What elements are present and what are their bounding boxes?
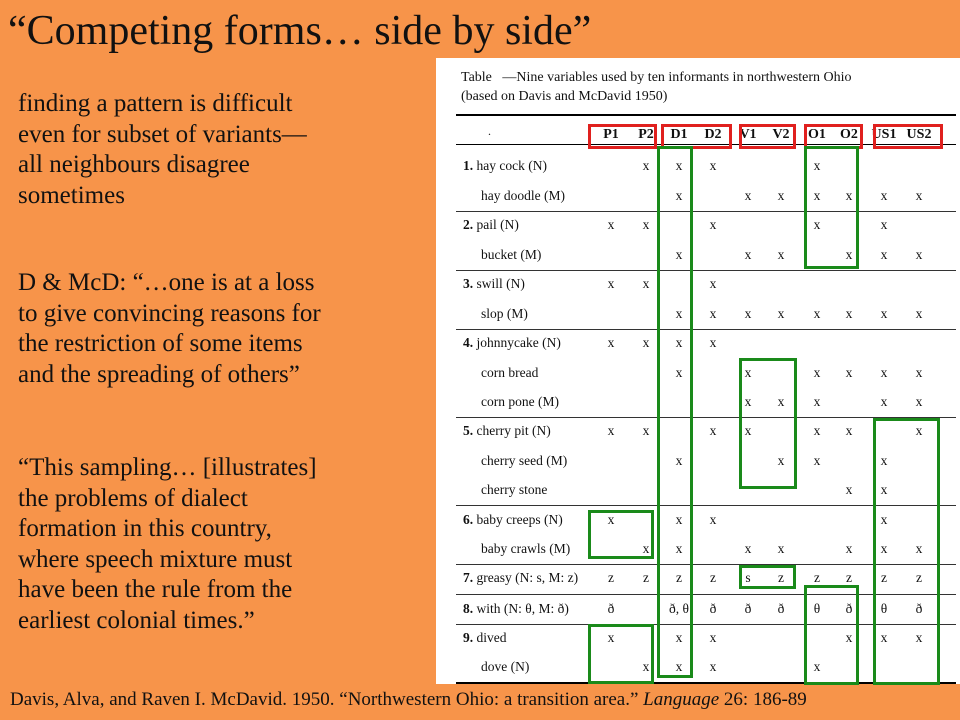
table-cell: x: [915, 306, 923, 321]
table-cell: x: [845, 482, 853, 497]
table-cell: ð: [915, 601, 923, 616]
table-cell: x: [777, 541, 785, 556]
table-cell: x: [813, 453, 821, 468]
table-cell: x: [675, 630, 683, 645]
table-cell: x: [744, 394, 752, 409]
table-cell: x: [744, 188, 752, 203]
table-cell: x: [880, 306, 888, 321]
row-number: 1.: [463, 158, 474, 173]
table-cell: ð: [744, 601, 752, 616]
column-header-us1: US1: [871, 127, 897, 142]
table-cell: x: [880, 630, 888, 645]
table-cell: x: [777, 394, 785, 409]
table-cell: x: [813, 306, 821, 321]
table-cell: x: [880, 217, 888, 232]
table-cell: x: [675, 659, 683, 674]
table-row-cherry-stone: [481, 482, 547, 498]
table-cell: x: [845, 423, 853, 438]
table-row-slop-m: [481, 306, 528, 322]
table-cell: x: [777, 188, 785, 203]
table-cell: x: [675, 541, 683, 556]
table-cell: x: [709, 306, 717, 321]
row-label: pail (N): [476, 217, 519, 232]
table-cell: x: [777, 306, 785, 321]
table-cell: x: [675, 335, 683, 350]
table-cell: z: [881, 570, 887, 585]
table-cell: x: [675, 158, 683, 173]
row-label: hay doodle (M): [481, 188, 565, 203]
table-row-with-n-m: [463, 601, 569, 617]
citation-journal: Language: [643, 689, 720, 710]
row-separator: [456, 211, 956, 212]
table-row-cherry-pit-n: [463, 423, 551, 439]
row-label: baby creeps (N): [476, 512, 563, 527]
column-header-d2: D2: [704, 127, 722, 142]
table-cell: θ: [813, 601, 821, 616]
table-cell: x: [709, 217, 717, 232]
table-cell: x: [675, 188, 683, 203]
row-number: 4.: [463, 335, 474, 350]
table-row-greasy-n-s-m-z: [463, 570, 578, 586]
table-cell: x: [675, 453, 683, 468]
table-row-dove-n: [481, 659, 529, 675]
table-cell: x: [915, 365, 923, 380]
slide-title: “Competing forms… side by side”: [8, 8, 592, 54]
table-cell: x: [607, 276, 615, 291]
table-cell: x: [709, 276, 717, 291]
row-label: cherry seed (M): [481, 453, 568, 468]
row-label: slop (M): [481, 306, 528, 321]
table-cell: x: [675, 306, 683, 321]
table-cell: x: [642, 659, 650, 674]
column-header-o2: O2: [840, 127, 858, 142]
row-number: 9.: [463, 630, 474, 645]
table-cell: x: [845, 306, 853, 321]
table-row-bucket-m: [481, 247, 541, 263]
table-cell: x: [915, 394, 923, 409]
table-row-corn-pone-m: [481, 394, 559, 410]
table-cell: x: [607, 512, 615, 527]
table-row-johnnycake-n: [463, 335, 561, 351]
row-number: 2.: [463, 217, 474, 232]
row-label: swill (N): [476, 276, 525, 291]
column-header-o1: O1: [808, 127, 826, 142]
table-cell: x: [675, 247, 683, 262]
table-cell: x: [915, 541, 923, 556]
table-cell: x: [744, 541, 752, 556]
green-highlight-box-p1-p2-baby: [588, 510, 654, 559]
table-cell: x: [709, 158, 717, 173]
table-cell: x: [845, 365, 853, 380]
table-cell: x: [642, 276, 650, 291]
green-highlight-box-us-cherry: [873, 418, 940, 685]
table-row-cherry-seed-m: [481, 453, 567, 469]
green-highlight-box-v1-v2-greasy: [739, 565, 796, 589]
table-cell: θ: [880, 601, 888, 616]
table-cell: x: [709, 512, 717, 527]
green-highlight-box-o1-o2-with: [804, 585, 859, 685]
table-cell: ð, θ: [669, 601, 689, 616]
column-header-d1: D1: [670, 127, 688, 142]
table-row-hay-doodle-m: [481, 188, 565, 204]
table-row-baby-crawls-m: [481, 541, 570, 557]
row-label: johnnycake (N): [476, 335, 561, 350]
red-highlight-box-p-pair: [588, 124, 657, 149]
red-highlight-box-v-pair: [739, 124, 796, 149]
table-row-baby-creeps-n: [463, 512, 563, 528]
row-separator: [456, 329, 956, 330]
row-label: cherry stone: [481, 482, 548, 497]
table-cell: x: [607, 335, 615, 350]
table-cell: ð: [845, 601, 853, 616]
table-cell: ð: [607, 601, 615, 616]
table-cell: x: [880, 394, 888, 409]
paragraph-pattern: finding a pattern is difficult even for subset of variants— all neighbours disagree sometimes: [18, 90, 307, 209]
row-separator: [456, 270, 956, 271]
table-cell: x: [709, 630, 717, 645]
table-cell: x: [880, 247, 888, 262]
table-cell: x: [607, 423, 615, 438]
table-cell: x: [777, 247, 785, 262]
table-cell: x: [642, 423, 650, 438]
table-cell: x: [880, 453, 888, 468]
table-cell: z: [608, 570, 614, 585]
table-cell: z: [676, 570, 682, 585]
table-cell: x: [845, 541, 853, 556]
row-label: bucket (M): [481, 247, 542, 262]
green-highlight-box-d1-column: [657, 146, 693, 678]
row-number: 6.: [463, 512, 474, 527]
green-highlight-box-p1-p2-dived: [588, 624, 654, 684]
row-label: corn pone (M): [481, 394, 559, 409]
table-cell: x: [915, 630, 923, 645]
table-cell: s: [745, 570, 751, 585]
citation-volume-pages: 26: 186-89: [719, 689, 807, 710]
table-cell: x: [607, 630, 615, 645]
table-corner-mark: .: [488, 124, 491, 138]
table-cell: ð: [709, 601, 717, 616]
table-cell: x: [813, 158, 821, 173]
table-row-dived: [463, 630, 507, 646]
table-cell: x: [607, 217, 615, 232]
table-cell: x: [709, 335, 717, 350]
green-highlight-box-v1-v2-corn: [739, 358, 797, 489]
table-cell: x: [915, 188, 923, 203]
table-row-swill-n: [463, 276, 525, 292]
column-header-v2: V2: [772, 127, 790, 142]
row-number: 5.: [463, 423, 474, 438]
row-label: hay cock (N): [476, 158, 547, 173]
table-cell: x: [845, 247, 853, 262]
row-label: corn bread: [481, 365, 539, 380]
table-cell: x: [642, 217, 650, 232]
column-header-v1: V1: [739, 127, 757, 142]
table-cell: z: [643, 570, 649, 585]
table-cell: z: [846, 570, 852, 585]
table-cell: x: [813, 394, 821, 409]
table-cell: x: [675, 512, 683, 527]
row-label: with (N: θ, M: ð): [476, 601, 569, 616]
table-cell: x: [880, 365, 888, 380]
citation-text: Davis, Alva, and Raven I. McDavid. 1950. “Northwestern Ohio: a transition area.”: [10, 689, 644, 710]
column-header-us2: US2: [906, 127, 932, 142]
row-number: 8.: [463, 601, 474, 616]
table-top-rule: [456, 114, 956, 116]
table-cell: x: [915, 247, 923, 262]
table-cell: z: [814, 570, 820, 585]
citation: [10, 688, 807, 712]
table-cell: x: [880, 541, 888, 556]
table-cell: x: [845, 630, 853, 645]
table-cell: x: [813, 423, 821, 438]
table-cell: x: [813, 217, 821, 232]
table-cell: x: [675, 365, 683, 380]
green-highlight-box-o1-o2-bucket: [804, 146, 859, 269]
row-label: dove (N): [481, 659, 530, 674]
table-cell: z: [778, 570, 784, 585]
table-cell: x: [813, 659, 821, 674]
table-cell: x: [880, 512, 888, 527]
variables-table-image: [436, 58, 960, 684]
row-number: 3.: [463, 276, 474, 291]
table-cell: x: [880, 482, 888, 497]
table-cell: z: [916, 570, 922, 585]
red-highlight-box-us-pair: [873, 124, 943, 149]
table-row-hay-cock-n: [463, 158, 547, 174]
table-cell: x: [709, 659, 717, 674]
paragraph-davis-mcdavid-quote: D & McD: “…one is at a loss to give convincing reasons for the restriction of some items and the spreading of others”: [18, 269, 321, 388]
column-header-p2: P2: [638, 127, 654, 142]
paragraph-sampling-quote: “This sampling… [illustrates] the problems of dialect formation in this country, where speech mixture must have been the rule from the earliest colonial times.”: [18, 454, 317, 634]
table-row-pail-n: [463, 217, 519, 233]
row-label: cherry pit (N): [476, 423, 551, 438]
table-cell: x: [642, 541, 650, 556]
table-cell: ð: [777, 601, 785, 616]
table-cell: x: [642, 335, 650, 350]
table-cell: x: [777, 453, 785, 468]
column-header-p1: P1: [603, 127, 619, 142]
table-cell: x: [744, 306, 752, 321]
table-cell: x: [915, 423, 923, 438]
row-label: greasy (N: s, M: z): [476, 570, 579, 585]
row-label: baby crawls (M): [481, 541, 571, 556]
table-cell: x: [845, 188, 853, 203]
row-label: dived: [476, 630, 507, 645]
table-cell: x: [744, 365, 752, 380]
table-cell: x: [709, 423, 717, 438]
table-cell: x: [642, 158, 650, 173]
table-cell: x: [813, 365, 821, 380]
table-row-corn-bread: [481, 365, 538, 381]
table-cell: z: [710, 570, 716, 585]
row-number: 7.: [463, 570, 474, 585]
table-cell: x: [744, 423, 752, 438]
table-cell: x: [744, 247, 752, 262]
table-cell: x: [813, 188, 821, 203]
table-caption: Table —Nine variables used by ten informants in northwestern Ohio (based on Davis and McDavid 1950): [461, 70, 852, 104]
table-cell: x: [880, 188, 888, 203]
